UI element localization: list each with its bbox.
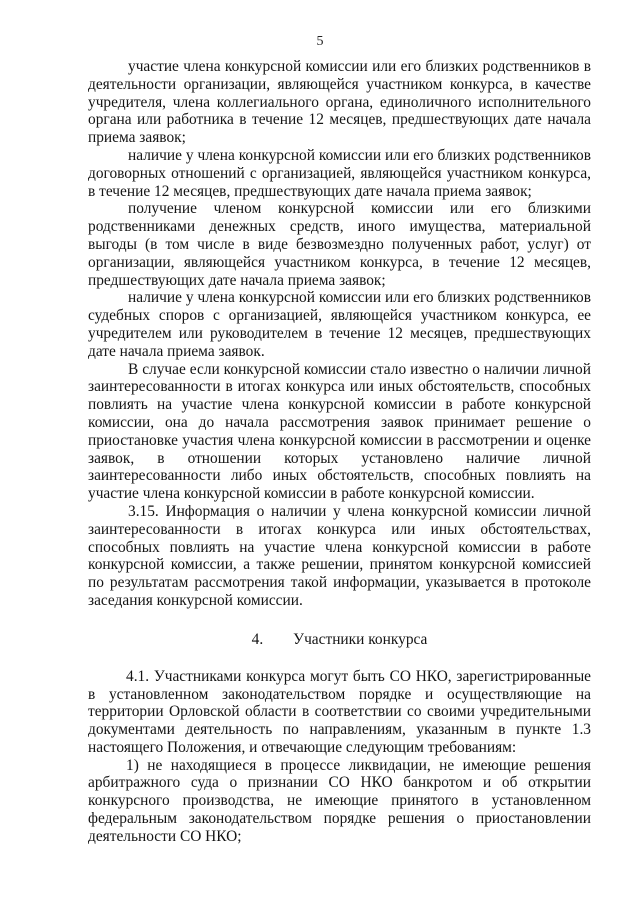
section-number: 4. <box>251 630 264 648</box>
page-number: 5 <box>316 34 324 49</box>
paragraph-member-participation: участие члена конкурсной комиссии или его близких родственников в деятельности организации, являющейся участником конкурса, в качестве учредителя, члена коллегиального органа, единоличного исполнительного органа или работника в течение 12 месяцев, предшествующих дате начала приема заявок; <box>88 58 591 147</box>
section-title: Участники конкурса <box>293 630 428 648</box>
document-body <box>88 58 591 846</box>
paragraph-court-disputes: наличие у члена конкурсной комиссии или его близких родственников судебных споров с организацией, являющейся участником конкурса, ее учредителем или руководителем в течение 12 месяцев, предшествующих дате начала приема заявок. <box>88 289 591 360</box>
paragraph-requirement-1: 1) не находящиеся в процессе ликвидации, не имеющие решения арбитражного суда о признании СО НКО банкротом и об открытии конкурсного производства, не имеющие принятого в установленном федеральным законодательством порядке решения о приостановлении деятельности СО НКО; <box>88 756 591 845</box>
section-heading <box>88 631 591 649</box>
paragraph-contract-relations: наличие у члена конкурсной комиссии или его близких родственников договорных отношений с организацией, являющейся участником конкурса, в течение 12 месяцев, предшествующих дате начала приема заявок; <box>88 146 591 200</box>
paragraph-3-15: 3.15. Информация о наличии у члена конкурсной комиссии личной заинтересованности в итогах конкурса или иных обстоятельствах, способных повлиять на участие члена конкурсной комиссии в работе конкурсной комиссии, а также решении, принятом конкурсной комиссией по результатам рассмотрения такой информации, указывается в протоколе заседания конкурсной комиссии. <box>88 502 591 609</box>
paragraph-personal-interest: В случае если конкурсной комиссии стало известно о наличии личной заинтересованности в итогах конкурса или иных обстоятельств, способных повлиять на участие члена конкурсной комиссии в работе конкурсной комиссии, она до начала рассмотрения заявок принимает решение о приостановке участия члена конкурсной комиссии в рассмотрении и оценке заявок, в отношении которых установлено наличие личной заинтересованности либо иных обстоятельств, способных повлиять на участие члена конкурсной комиссии в работе конкурсной комиссии. <box>88 360 591 503</box>
paragraph-receiving-funds: получение членом конкурсной комиссии или его близкими родственниками денежных средств, иного имущества, материальной выгоды (в том числе в виде безвозмездно полученных работ, услуг) от организации, являющейся участником конкурса, в течение 12 месяцев, предшествующих дате начала приема заявок; <box>88 200 591 289</box>
paragraph-4-1: 4.1. Участниками конкурса могут быть СО НКО, зарегистрированные в установленном законодательством порядке и осуществляющие на территории Орловской области в соответствии со своими учредительными документами деятельность по направлениям, указанным в пункте 1.3 настоящего Положения, и отвечающие следующим требованиям: <box>88 667 591 756</box>
